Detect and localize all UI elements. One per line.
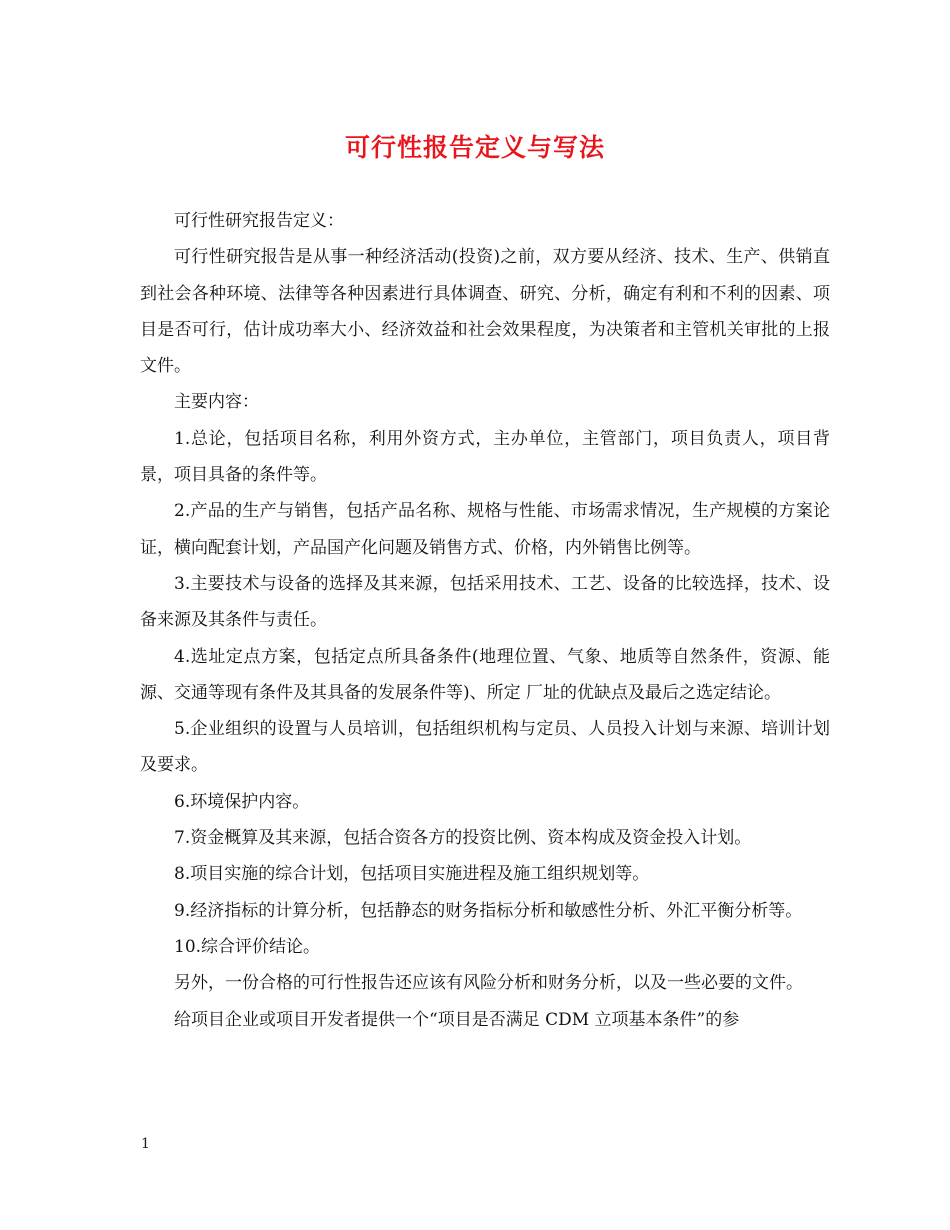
document-body: [140, 203, 830, 1038]
paragraph-definition-heading: 可行性研究报告定义：: [174, 211, 344, 231]
paragraph-item-4: 4.选址定点方案，包括定点所具备条件(地理位置、气象、地质等自然条件，资源、能源、交通等现有条件及其具备的发展条件等)、所定 厂址的优缺点及最后之选定结论。: [140, 646, 830, 703]
paragraph-item-2: 2.产品的生产与销售，包括产品名称、规格与性能、市场需求情况，生产规模的方案论证，横向配套计划，产品国产化问题及销售方式、价格，内外销售比例等。: [140, 501, 830, 558]
paragraph-cdm: 给项目企业或项目开发者提供一个“项目是否满足 CDM 立项基本条件”的参: [174, 1009, 740, 1030]
paragraph-additional: 另外，一份合格的可行性报告还应该有风险分析和财务分析，以及一些必要的文件。: [174, 973, 803, 994]
paragraph-definition: 可行性研究报告是从事一种经济活动(投资)之前，双方要从经济、技术、生产、供销直到社会各种环境、法律等各种因素进行具体调查、研究、分析，确定有利和不利的因素、项目是否可行，估计成功率大小、经济效益和社会效果程度，为决策者和主管机关审批的上报文件。: [140, 247, 830, 377]
paragraph-item-7: 7.资金概算及其来源，包括合资各方的投资比例、资本构成及资金投入计划。: [174, 828, 752, 849]
paragraph-item-5: 5.企业组织的设置与人员培训，包括组织机构与定员、人员投入计划与来源、培训计划及要求。: [140, 719, 830, 776]
paragraph-item-3: 3.主要技术与设备的选择及其来源，包括采用技术、工艺、设备的比较选择，技术、设备来源及其条件与责任。: [140, 573, 830, 631]
paragraph-item-6: 6.环境保护内容。: [174, 791, 310, 812]
paragraph-item-10: 10.综合评价结论。: [174, 936, 321, 957]
paragraph-item-9: 9.经济指标的计算分析，包括静态的财务指标分析和敏感性分析、外汇平衡分析等。: [174, 900, 803, 921]
document-title: 可行性报告定义与写法: [344, 133, 605, 162]
page-number: 1: [141, 1136, 150, 1152]
paragraph-item-8: 8.项目实施的综合计划，包括项目实施进程及施工组织规划等。: [174, 864, 650, 885]
paragraph-main-content-heading: 主要内容：: [174, 392, 259, 413]
paragraph-item-1: 1.总论，包括项目名称，利用外资方式，主办单位，主管部门，项目负责人，项目背景，项目具备的条件等。: [140, 428, 830, 486]
